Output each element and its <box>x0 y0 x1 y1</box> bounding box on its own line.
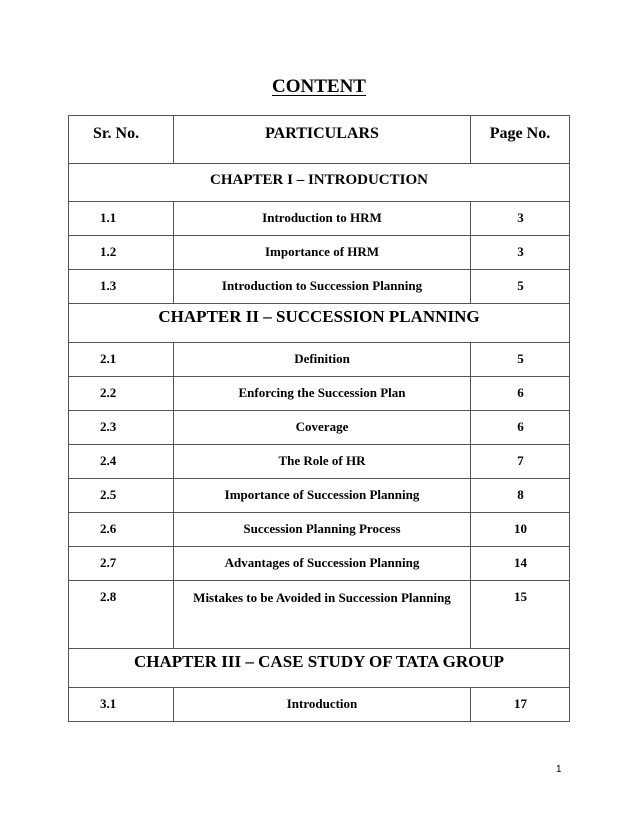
header-page-no: Page No. <box>471 116 570 164</box>
row-sr-no: 2.8 <box>69 581 174 649</box>
row-sr-no: 1.3 <box>69 270 174 304</box>
row-particulars: Enforcing the Succession Plan <box>174 377 471 411</box>
row-sr-no: 2.3 <box>69 411 174 445</box>
table-row <box>69 479 570 513</box>
table-row <box>69 445 570 479</box>
row-particulars: Introduction <box>174 688 471 722</box>
page-title: CONTENT <box>272 76 366 97</box>
table-header-row <box>69 116 570 164</box>
row-page-no: 7 <box>471 445 570 479</box>
row-particulars: Importance of HRM <box>174 236 471 270</box>
table-row <box>69 581 570 649</box>
row-page-no: 6 <box>471 377 570 411</box>
row-page-no: 5 <box>471 270 570 304</box>
row-page-no: 10 <box>471 513 570 547</box>
table-row <box>69 547 570 581</box>
row-particulars: Succession Planning Process <box>174 513 471 547</box>
chapter-title: CHAPTER III – CASE STUDY OF TATA GROUP <box>69 649 570 688</box>
chapter-row <box>69 649 570 688</box>
row-sr-no: 1.1 <box>69 202 174 236</box>
row-particulars: Mistakes to be Avoided in Succession Planning <box>174 581 471 649</box>
row-particulars: Definition <box>174 343 471 377</box>
table-row <box>69 688 570 722</box>
chapter-title: CHAPTER II – SUCCESSION PLANNING <box>69 304 570 343</box>
row-particulars: Advantages of Succession Planning <box>174 547 471 581</box>
row-particulars: The Role of HR <box>174 445 471 479</box>
row-sr-no: 2.1 <box>69 343 174 377</box>
row-particulars: Coverage <box>174 411 471 445</box>
row-page-no: 15 <box>471 581 570 649</box>
table-row <box>69 343 570 377</box>
table-row <box>69 513 570 547</box>
chapter-row <box>69 164 570 202</box>
header-sr-no: Sr. No. <box>69 116 174 164</box>
row-particulars: Introduction to Succession Planning <box>174 270 471 304</box>
row-sr-no: 2.7 <box>69 547 174 581</box>
page-number: 1 <box>556 764 562 775</box>
table-row <box>69 377 570 411</box>
contents-table <box>68 115 570 722</box>
row-page-no: 8 <box>471 479 570 513</box>
header-particulars: PARTICULARS <box>174 116 471 164</box>
row-sr-no: 1.2 <box>69 236 174 270</box>
row-sr-no: 2.4 <box>69 445 174 479</box>
row-particulars: Importance of Succession Planning <box>174 479 471 513</box>
table-row <box>69 236 570 270</box>
row-page-no: 17 <box>471 688 570 722</box>
table-row <box>69 270 570 304</box>
row-particulars: Introduction to HRM <box>174 202 471 236</box>
row-sr-no: 2.2 <box>69 377 174 411</box>
row-page-no: 6 <box>471 411 570 445</box>
table-row <box>69 202 570 236</box>
row-sr-no: 2.6 <box>69 513 174 547</box>
row-sr-no: 3.1 <box>69 688 174 722</box>
row-page-no: 14 <box>471 547 570 581</box>
chapter-title: CHAPTER I – INTRODUCTION <box>69 164 570 202</box>
row-page-no: 3 <box>471 202 570 236</box>
chapter-row <box>69 304 570 343</box>
row-page-no: 5 <box>471 343 570 377</box>
table-row <box>69 411 570 445</box>
row-page-no: 3 <box>471 236 570 270</box>
row-sr-no: 2.5 <box>69 479 174 513</box>
